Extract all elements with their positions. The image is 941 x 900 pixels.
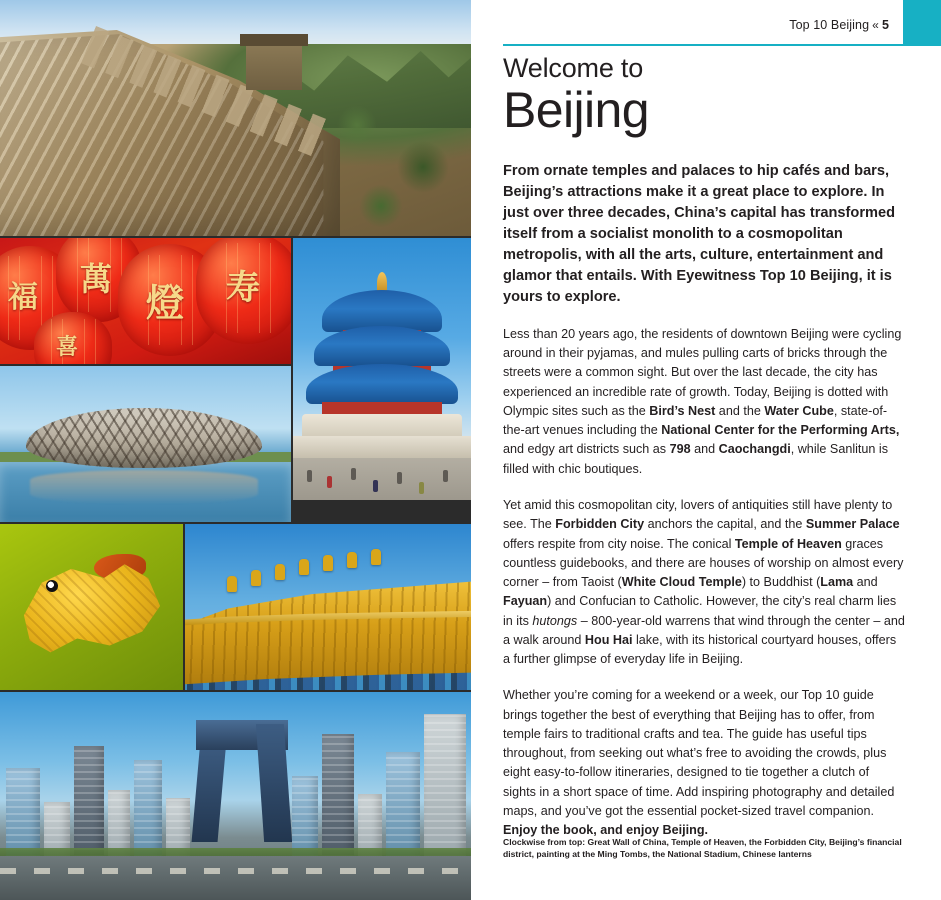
roof-guardian-figure: [251, 570, 261, 586]
text-column: [471, 0, 941, 900]
intro-paragraph: From ornate temples and palaces to hip cafés and bars, Beijing’s attractions make it a great place to explore. In just over three decades, China’s capital has transformed itself from a socialist monolith to a cosmopolitan metropolis, with all the arts, culture, entertainment and glamor that entails. With Eyewitness Top 10 Beijing, it is yours to explore.: [503, 162, 896, 305]
visitor-figure: [327, 476, 332, 488]
running-head-title: Top 10 Beijing: [789, 18, 870, 32]
cctv-headquarters-building: [196, 714, 288, 842]
roof-guardian-figure: [371, 549, 381, 565]
photo-national-stadium: [0, 366, 291, 522]
header-teal-block: [903, 0, 941, 46]
skyscraper: [424, 714, 466, 864]
temple-terrace-lower: [293, 436, 471, 458]
visitor-figure: [443, 470, 448, 482]
skyscraper: [74, 746, 104, 864]
stadium-lattice: [26, 408, 262, 468]
photo-great-wall: [0, 0, 471, 236]
paragraph-2: Yet amid this cosmopolitan city, lovers of antiquities still have plenty to see. The Forbidden City anchors the capital, and the Summer Palace offers respite from city noise. The conical Temple of Heaven graces countless guidebooks, and there are houses of worship on almost every corner – from Taoist (White Cloud Temple) to Buddhist (Lama and Fayuan) and Confucian to Catholic. However, the city’s real charm lies in its hutongs – 800-year-old warrens that wind through the center – and a walk around Hou Hai lake, with its historical courtyard houses, offers a further glimpse of everyday life in Beijing.: [503, 497, 905, 667]
lantern-character: 萬: [80, 260, 113, 298]
lantern-character: 喜: [56, 335, 79, 360]
roof-guardian-figure: [347, 552, 357, 568]
roof-tile-rows: [185, 580, 471, 690]
roof-guardian-figure: [299, 559, 309, 575]
page-title: Beijing: [503, 82, 649, 139]
photo-temple-of-heaven: [293, 238, 471, 500]
visitor-figure: [351, 468, 356, 480]
photo-financial-district: [0, 692, 471, 900]
lantern-character: 燈: [146, 281, 185, 325]
photo-chinese-lanterns: [0, 238, 291, 364]
page-header: [471, 0, 941, 46]
temple-plaza: [293, 458, 471, 500]
watchtower: [246, 42, 302, 90]
paragraph-1: Less than 20 years ago, the residents of downtown Beijing were cycling around in their pyjamas, and mules pulling carts of bricks through the streets were a common sight. But over the last decade, the city has experienced an incredible rate of growth. Today, Beijing is dotted with Olympic sites such as the Bird’s Nest and the Water Cube, state-of-the-art venues including the National Center for the Performing Arts, and edgy art districts such as 798 and Caochangdi, while Sanlitun is filled with chic boutiques.: [503, 326, 902, 476]
photo-caption: Clockwise from top: Great Wall of China, Temple of Heaven, the Forbidden City, Beijing’s financial district, painting at the Ming Tombs, the National Stadium, Chinese lanterns: [503, 837, 902, 860]
page-number: 5: [881, 18, 889, 32]
visitor-figure: [397, 472, 402, 484]
visitor-figure: [307, 470, 312, 482]
highway-interchange: [0, 856, 471, 900]
visitor-figure: [373, 480, 378, 492]
skyscraper: [322, 734, 354, 864]
chevron-left-icon: «: [872, 18, 879, 32]
temple-roof-tier-3: [306, 364, 458, 404]
stadium-reflection: [30, 470, 258, 504]
photo-forbidden-city-roof: [185, 524, 471, 690]
article-body: [503, 54, 905, 840]
visitor-figure: [419, 482, 424, 494]
running-head: [789, 18, 889, 32]
roof-guardian-figure: [227, 576, 237, 592]
temple-roof-tier-2: [314, 326, 450, 366]
welcome-eyebrow: Welcome to: [503, 53, 644, 83]
cctv-cantilever: [196, 720, 288, 750]
header-rule: [503, 44, 941, 46]
lantern-character: 福: [8, 280, 38, 315]
lantern-character: 寿: [226, 268, 260, 308]
paragraph-3: Whether you’re coming for a weekend or a week, our Top 10 guide brings together the best of everything that Beijing has to offer, from temple fairs to traditional crafts and tea. The guide has useful tips throughout, from seeking out what’s free to avoiding the crowds, plus eight easy-to-follow itineraries, designed to tie together a clutch of sights in a short space of time. Add inspiring photography and detailed maps, and you’ve got the essential pocket-sized travel companion. Enjoy the book, and enjoy Beijing.: [503, 688, 895, 838]
roof-guardian-figure: [275, 564, 285, 580]
roof-guardian-figure: [323, 555, 333, 571]
dragon-eye: [46, 580, 58, 592]
photo-ming-tombs-painting: [0, 524, 183, 690]
